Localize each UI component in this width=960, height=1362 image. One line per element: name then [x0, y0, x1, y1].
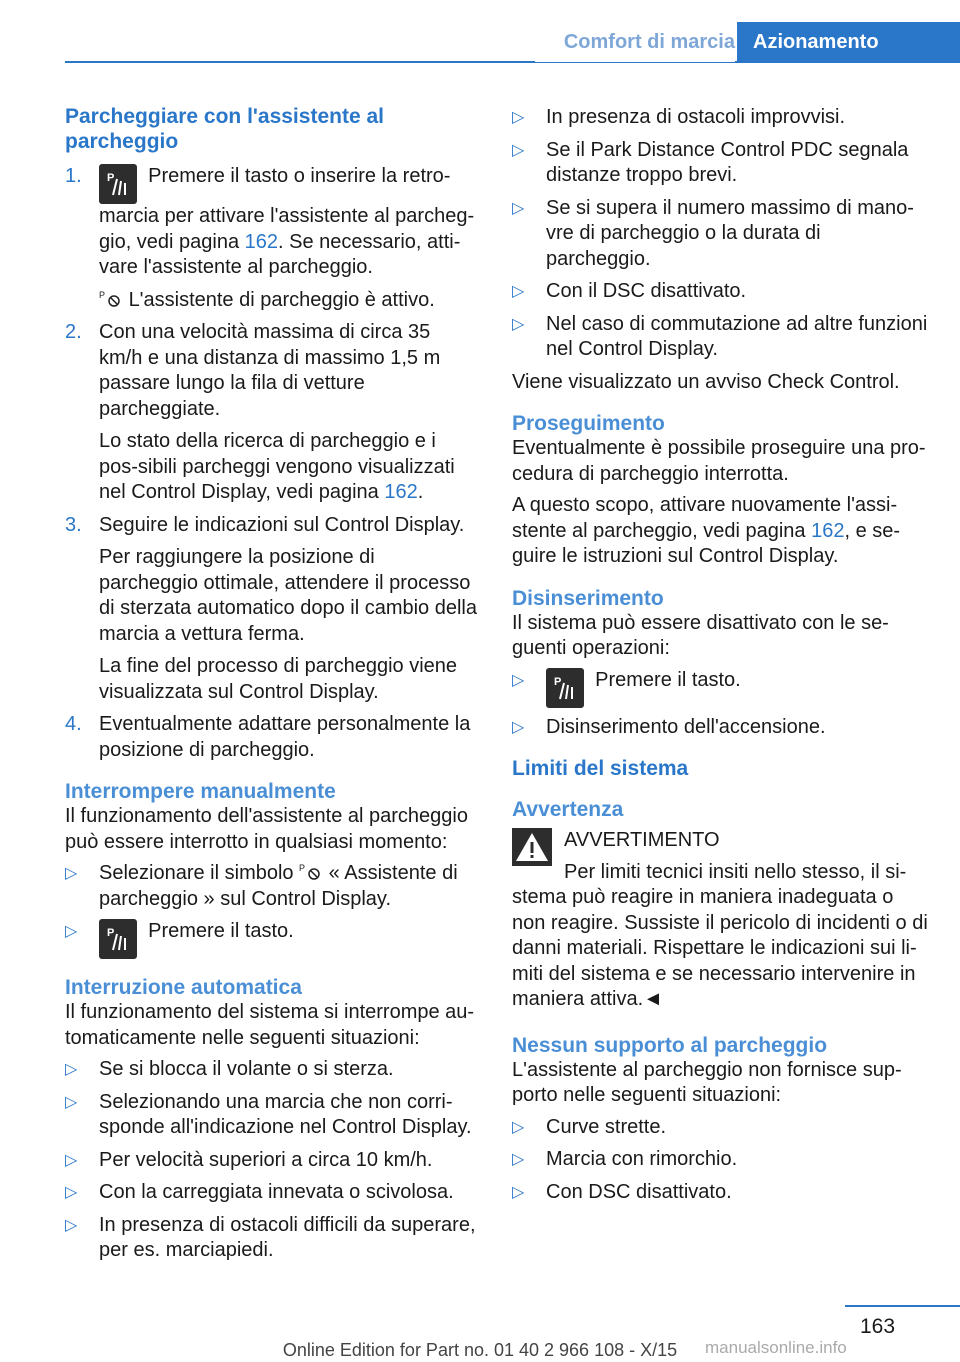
step-text-cont: . Se necessario, atti-vare l'assistente al parcheggio. [99, 230, 461, 278]
step-sub: La fine del processo di parcheggio viene visualizzata sul Control Display. [99, 655, 458, 703]
bullet-icon: ▷ [65, 923, 78, 940]
nosupport-title: Nessun supporto al parcheggio [512, 1033, 828, 1057]
bullet-icon: ▷ [65, 1216, 78, 1234]
bullet-icon: ▷ [512, 671, 525, 689]
warning-box [512, 828, 930, 1013]
bullet-icon: ▷ [512, 109, 525, 126]
svg-text:P: P [554, 675, 562, 688]
bullet-icon: ▷ [512, 315, 525, 333]
step-number: 2. [65, 321, 82, 343]
bullet-icon: ▷ [512, 1183, 525, 1201]
step-text: Con una velocità massima di circa 35 km/h e una distanza di massimo 1,5 m passare lungo la fila di vetture parcheggiate. [99, 321, 441, 420]
svg-text:P: P [107, 172, 115, 184]
list-item: ▷ Curve strette. [512, 1115, 930, 1141]
list-item: ▷ P Premere il tasto. [512, 668, 930, 708]
warning-icon [512, 828, 552, 866]
edition-footer: Online Edition for Part no. 01 40 2 966 108 - X/15 [282, 1340, 678, 1360]
step-sub: P L'assistente di parcheggio è attivo. [99, 288, 435, 311]
park-assist-button-icon [99, 164, 137, 204]
step-3 [65, 513, 477, 706]
paragraph: L'assistente al parcheggio non fornisce sup-porto nelle seguenti situazioni: [512, 1058, 902, 1106]
auto-intro: Il funzionamento del sistema si interrompe au-tomaticamente nelle seguenti situazioni: [65, 1001, 475, 1049]
list-item: ▷ Con DSC disattivato. [512, 1180, 930, 1206]
svg-text:P: P [299, 863, 306, 873]
paragraph: Il sistema può essere disattivato con le se-guenti operazioni: [512, 611, 889, 659]
left-column [65, 100, 477, 1271]
list-item: ▷ Se il Park Distance Control PDC segnala distanze troppo brevi. [512, 138, 909, 186]
watermark: manualsonline.info [705, 1338, 847, 1357]
page-number-rule [845, 1305, 960, 1307]
bullet-icon: ▷ [512, 1118, 525, 1136]
park-assist-button-icon [99, 919, 137, 959]
step-sub: Per raggiungere la posizione di parcheggio ottimale, attendere il processo di sterzata automatico dopo il cambio della marcia a vettura ferma. [99, 546, 477, 645]
park-assist-symbol-icon [299, 862, 323, 882]
page-link[interactable]: 162 [244, 230, 279, 253]
section-tab[interactable]: Comfort di marcia [535, 22, 735, 62]
paragraph: A questo scopo, attivare nuovamente l'assi-stente al parcheggio, vedi pagina 162, e se-guire le istruzioni sul Control Display. [512, 494, 901, 567]
step-1 [65, 164, 477, 313]
limits-title: Limiti del sistema [512, 757, 689, 780]
bullet-icon: ▷ [512, 1151, 525, 1168]
bullet-icon: ▷ [65, 1061, 78, 1078]
step-2 [65, 320, 477, 506]
bullet-icon: ▷ [512, 199, 525, 217]
step-4 [65, 712, 477, 763]
list-item: ▷ Con il DSC disattivato. [512, 279, 930, 305]
list-item: ▷ Selezionando una marcia che non corri-sponde all'indicazione nel Control Display. [65, 1090, 472, 1138]
page-link[interactable]: 162 [811, 519, 845, 542]
park-assist-button-icon [546, 668, 584, 708]
bullet-icon: ▷ [512, 283, 525, 300]
paragraph: Eventualmente è possibile proseguire una pro-cedura di parcheggio interrotta. [512, 437, 926, 485]
list-item: ▷ Se si blocca il volante o si sterza. [65, 1057, 477, 1083]
section-title: Parcheggiare con l'assistente al parcheggio [65, 105, 384, 153]
bullet-icon: ▷ [65, 865, 78, 882]
page-number: 163 [860, 1315, 896, 1338]
bullet-icon: ▷ [65, 1093, 78, 1111]
manual-title: Interrompere manualmente [65, 780, 336, 803]
park-assist-active-icon [99, 289, 123, 309]
bullet-icon: ▷ [512, 141, 525, 159]
warning-title: Avvertenza [512, 798, 624, 821]
page-link[interactable]: 162 [384, 481, 418, 503]
continue-title: Proseguimento [512, 412, 665, 435]
list-item: ▷ Disinserimento dell'accensione. [512, 715, 930, 741]
warning-text: Per limiti tecnici insiti nello stesso, il si-stema può reagire in maniera inadeguata o non reagire. Sussiste il pericolo di incidenti o di danni materiali. Rispettare le indicazioni sui li-miti del sistema e se necessario intervenire in maniera attiva.◄ [512, 860, 928, 1010]
svg-text:P: P [107, 927, 115, 939]
list-item: ▷ In presenza di ostacoli improvvisi. [512, 105, 930, 131]
auto-title: Interruzione automatica [65, 976, 302, 999]
step-number: 3. [65, 513, 82, 536]
step-text: Premere il tasto o inserire la retro-marcia per attivare l'assistente al parcheg-gio, vedi pagina [99, 165, 475, 253]
check-control-text: Viene visualizzato un avviso Check Control. [512, 370, 900, 393]
list-item: ▷ Se si supera il numero massimo di mano-vre di parcheggio o la durata di parcheggio. [512, 196, 914, 270]
bullet-icon: ▷ [512, 718, 525, 736]
svg-text:P: P [99, 289, 106, 300]
manual-intro: Il funzionamento dell'assistente al parcheggio può essere interrotto in qualsiasi momento: [65, 805, 468, 853]
list-item: ▷ In presenza di ostacoli difficili da superare, per es. marciapiedi. [65, 1213, 476, 1261]
step-number: 4. [65, 713, 82, 735]
step-text: Seguire le indicazioni sul Control Display. [99, 513, 465, 536]
list-item: ▷ Nel caso di commutazione ad altre funzioni nel Control Display. [512, 312, 928, 360]
bullet-icon: ▷ [65, 1151, 78, 1169]
warning-label: AVVERTIMENTO [564, 829, 720, 851]
list-item: ▷ Selezionare il simbolo P « Assistente di parcheggio » sul Control Display. [65, 862, 458, 910]
step-number: 1. [65, 165, 82, 187]
list-item: ▷ Per velocità superiori a circa 10 km/h. [65, 1148, 477, 1174]
step-text: Eventualmente adattare personalmente la posizione di parcheggio. [99, 713, 471, 761]
step-sub: Lo stato della ricerca di parcheggio e i pos-sibili parcheggi vengono visualizzati nel Control Display, vedi pagina 162. [99, 430, 455, 503]
bullet-icon: ▷ [65, 1184, 78, 1201]
right-column [512, 105, 930, 1212]
list-item: ▷ Marcia con rimorchio. [512, 1147, 930, 1173]
list-item: ▷ Con la carreggiata innevata o scivolosa. [65, 1180, 477, 1206]
chapter-tab[interactable]: Azionamento [737, 22, 960, 63]
off-title: Disinserimento [512, 586, 664, 610]
list-item: ▷ P Premere il tasto. [65, 919, 477, 959]
